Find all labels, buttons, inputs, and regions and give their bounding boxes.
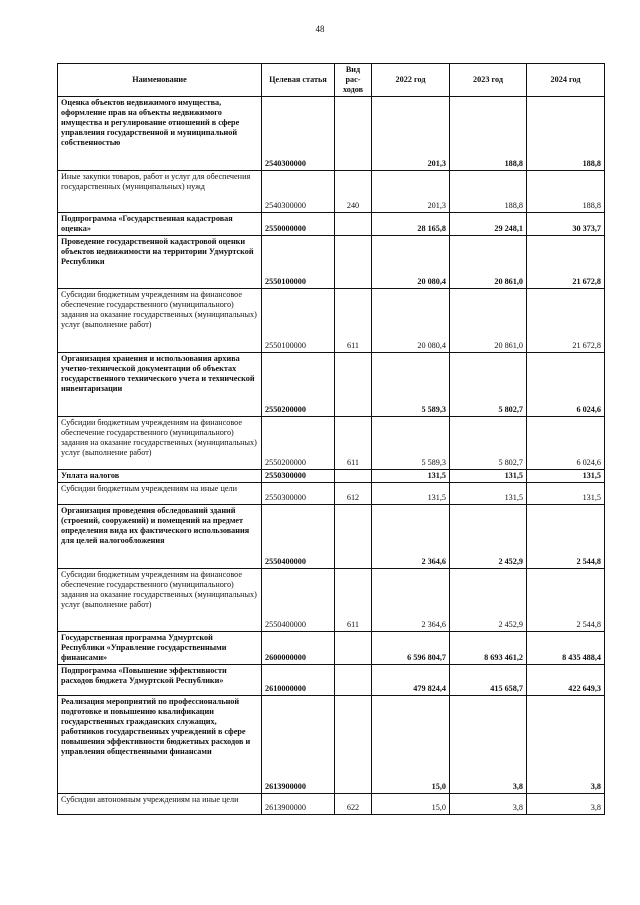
page-number: 48	[315, 24, 325, 34]
row-name: Субсидии автономным учреждениям на иные цели	[58, 794, 262, 815]
row-value-2022: 15,0	[372, 696, 450, 794]
row-value-2022: 28 165,8	[372, 213, 450, 236]
table-row	[58, 236, 605, 289]
table-row	[58, 213, 605, 236]
row-value-2023: 188,8	[450, 97, 527, 171]
row-value-2024: 30 373,7	[527, 213, 605, 236]
row-target-code: 2550100000	[262, 289, 335, 353]
row-value-2023: 5 802,7	[450, 417, 527, 470]
row-name: Субсидии бюджетным учреждениям на иные цели	[58, 483, 262, 505]
row-expense-type	[335, 505, 372, 569]
row-value-2022: 201,3	[372, 171, 450, 213]
table-row	[58, 97, 605, 171]
row-value-2022: 6 596 804,7	[372, 632, 450, 665]
row-expense-type	[335, 665, 372, 696]
row-value-2022: 20 080,4	[372, 289, 450, 353]
row-value-2022: 2 364,6	[372, 505, 450, 569]
table-row	[58, 171, 605, 213]
table-row	[58, 417, 605, 470]
row-value-2024: 21 672,8	[527, 289, 605, 353]
row-target-code: 2550400000	[262, 505, 335, 569]
row-value-2024: 21 672,8	[527, 236, 605, 289]
row-value-2023: 8 693 461,2	[450, 632, 527, 665]
row-name: Государственная программа Удмуртской Республики «Управление государственными финансами»	[58, 632, 262, 665]
row-value-2022: 15,0	[372, 794, 450, 815]
row-expense-type	[335, 632, 372, 665]
table-row	[58, 289, 605, 353]
row-target-code: 2600000000	[262, 632, 335, 665]
row-value-2023: 131,5	[450, 483, 527, 505]
row-value-2023: 20 861,0	[450, 236, 527, 289]
row-value-2024: 3,8	[527, 794, 605, 815]
row-target-code: 2540300000	[262, 97, 335, 171]
row-value-2024: 131,5	[527, 483, 605, 505]
row-value-2024: 2 544,8	[527, 569, 605, 632]
row-name: Субсидии бюджетным учреждениям на финансовое обеспечение государственного (муниципального) задания на оказание государственных (муниципальных) услуг (выполнение работ)	[58, 289, 262, 353]
row-expense-type: 611	[335, 417, 372, 470]
row-value-2022: 131,5	[372, 470, 450, 483]
header-2022: 2022 год	[372, 64, 450, 97]
row-expense-type	[335, 236, 372, 289]
table-row	[58, 483, 605, 505]
header-2023: 2023 год	[450, 64, 527, 97]
row-name: Уплата налогов	[58, 470, 262, 483]
row-name: Субсидии бюджетным учреждениям на финансовое обеспечение государственного (муниципального) задания на оказание государственных (муниципальных) услуг (выполнение работ)	[58, 569, 262, 632]
row-name: Оценка объектов недвижимого имущества, оформление прав на объекты недвижимого имущества и регулирование отношений в сфере управления государственной и муниципальной собственностью	[58, 97, 262, 171]
row-expense-type: 611	[335, 569, 372, 632]
row-value-2022: 5 589,3	[372, 353, 450, 417]
row-name: Проведение государственной кадастровой оценки объектов недвижимости на территории Удмуртской Республики	[58, 236, 262, 289]
row-value-2024: 188,8	[527, 171, 605, 213]
table-row	[58, 632, 605, 665]
header-target: Целевая статья	[262, 64, 335, 97]
table-row	[58, 696, 605, 794]
row-value-2022: 2 364,6	[372, 569, 450, 632]
header-vid: Вид рас-ходов	[335, 64, 372, 97]
row-value-2024: 422 649,3	[527, 665, 605, 696]
row-expense-type	[335, 97, 372, 171]
row-target-code: 2550300000	[262, 483, 335, 505]
row-value-2023: 5 802,7	[450, 353, 527, 417]
row-value-2024: 131,5	[527, 470, 605, 483]
row-expense-type: 612	[335, 483, 372, 505]
table-header-row	[58, 64, 605, 97]
row-value-2024: 8 435 488,4	[527, 632, 605, 665]
row-value-2023: 29 248,1	[450, 213, 527, 236]
row-value-2024: 188,8	[527, 97, 605, 171]
row-value-2022: 20 080,4	[372, 236, 450, 289]
table-row	[58, 505, 605, 569]
row-value-2023: 415 658,7	[450, 665, 527, 696]
row-target-code: 2550200000	[262, 353, 335, 417]
row-target-code: 2550200000	[262, 417, 335, 470]
row-expense-type	[335, 213, 372, 236]
row-value-2023: 2 452,9	[450, 569, 527, 632]
header-name: Наименование	[58, 64, 262, 97]
table-row	[58, 353, 605, 417]
row-target-code: 2610000000	[262, 665, 335, 696]
row-name: Субсидии бюджетным учреждениям на финансовое обеспечение государственного (муниципального) задания на оказание государственных (муниципальных) услуг (выполнение работ)	[58, 417, 262, 470]
row-expense-type: 622	[335, 794, 372, 815]
row-expense-type	[335, 353, 372, 417]
row-value-2024: 2 544,8	[527, 505, 605, 569]
row-name: Организация проведения обследований зданий (строений, сооружений) и помещений на предмет определения вида их фактического использования для целей налогообложения	[58, 505, 262, 569]
row-value-2023: 20 861,0	[450, 289, 527, 353]
row-value-2023: 188,8	[450, 171, 527, 213]
row-target-code: 2613900000	[262, 696, 335, 794]
row-value-2022: 5 589,3	[372, 417, 450, 470]
row-name: Организация хранения и использования архива учетно-технической документации об объектах государственного технического учета и технической инвентаризации	[58, 353, 262, 417]
row-name: Реализация мероприятий по профессиональной подготовке и повышению квалификации государственных гражданских служащих, работников государственных учреждений в сфере повышения эффективности бюджетных расходов и управления общественными финансами	[58, 696, 262, 794]
row-target-code: 2540300000	[262, 171, 335, 213]
row-value-2023: 3,8	[450, 696, 527, 794]
row-target-code: 2550000000	[262, 213, 335, 236]
row-value-2022: 131,5	[372, 483, 450, 505]
row-value-2024: 3,8	[527, 696, 605, 794]
budget-table	[57, 63, 605, 815]
row-value-2022: 479 824,4	[372, 665, 450, 696]
row-value-2022: 201,3	[372, 97, 450, 171]
table-row	[58, 794, 605, 815]
row-target-code: 2550100000	[262, 236, 335, 289]
row-value-2024: 6 024,6	[527, 417, 605, 470]
row-value-2024: 6 024,6	[527, 353, 605, 417]
header-2024: 2024 год	[527, 64, 605, 97]
row-name: Иные закупки товаров, работ и услуг для обеспечения государственных (муниципальных) нужд	[58, 171, 262, 213]
row-expense-type	[335, 470, 372, 483]
table-body	[58, 97, 605, 815]
row-name: Подпрограмма «Государственная кадастровая оценка»	[58, 213, 262, 236]
table-row	[58, 470, 605, 483]
row-value-2023: 131,5	[450, 470, 527, 483]
row-target-code: 2550300000	[262, 470, 335, 483]
row-expense-type: 240	[335, 171, 372, 213]
row-name: Подпрограмма «Повышение эффективности расходов бюджета Удмуртской Республики»	[58, 665, 262, 696]
row-expense-type: 611	[335, 289, 372, 353]
row-target-code: 2613900000	[262, 794, 335, 815]
row-value-2023: 3,8	[450, 794, 527, 815]
table-row	[58, 569, 605, 632]
table-row	[58, 665, 605, 696]
row-expense-type	[335, 696, 372, 794]
row-value-2023: 2 452,9	[450, 505, 527, 569]
row-target-code: 2550400000	[262, 569, 335, 632]
